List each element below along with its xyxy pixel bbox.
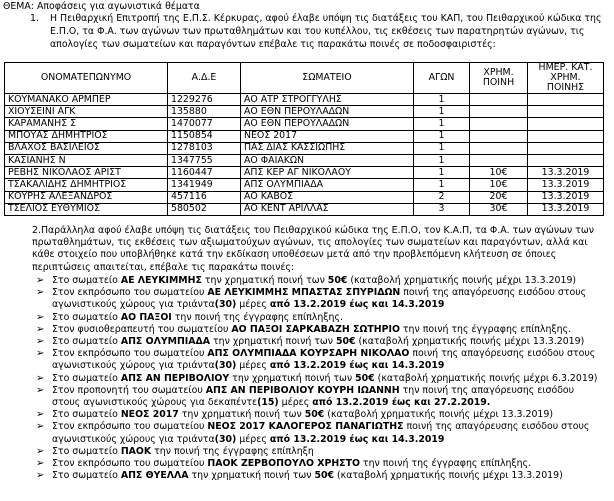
cell-name: ΚΑΡΑΜΑΝΗΣ Σ <box>5 118 168 130</box>
table-row <box>5 167 604 179</box>
item-emphasis: ΑΟ ΠΑΞΟΙ <box>120 311 172 323</box>
item-text: Στον φυσιοθεραπευτή του σωματείου <box>52 323 232 335</box>
item-text: (καταβολή χρηματικής ποινής μέχρι 13.3.2019) <box>347 275 577 286</box>
arrow-bullet-icon: ➢ <box>36 421 45 433</box>
header-fine-date: ΗΜΕΡ. ΚΑΤ. ΧΡΗΜ. ΠΟΙΝΗΣ <box>528 63 604 94</box>
item-emphasis: ΑΠΣ ΘΥΕΛΛΑ <box>120 470 189 482</box>
item-emphasis: 50€ <box>327 275 348 286</box>
cell-fine-date: 13.3.2019 <box>528 167 604 179</box>
cell-fine-date <box>528 154 604 166</box>
item-text: ποινή της απαγόρευσης εισόδου στους αγωνιστικούς χώρους για τριάντα <box>52 287 587 311</box>
arrow-bullet-icon: ➢ <box>36 275 45 286</box>
table-row <box>5 118 604 130</box>
cell-fine-date <box>528 118 604 130</box>
document-topic: ΘΕΜΑ: Αποφάσεις για αγωνιστικά θέματα <box>3 1 200 12</box>
header-fine: ΧΡΗΜ. ΠΟΙΝΗ <box>470 63 528 94</box>
cell-matches: 1 <box>414 179 470 191</box>
cell-club: ΑΟ ΕΘΝ ΠΕΡΟΥΛΑΔΩΝ <box>241 118 414 130</box>
cell-club: ΑΟ ΚΑΒΟΣ <box>241 191 414 203</box>
item-text: μέρες <box>236 299 270 311</box>
arrow-bullet-icon: ➢ <box>36 445 45 457</box>
cell-club: ΑΠΣ ΟΛΥΜΠΙΑΔΑ <box>241 179 414 191</box>
cell-matches: 1 <box>414 118 470 130</box>
item-emphasis: (15) <box>257 397 279 409</box>
cell-matches: 1 <box>414 154 470 166</box>
item-text: Στο σωματείο <box>52 372 121 384</box>
penalties-table <box>4 62 604 216</box>
item-emphasis: από 13.2.2019 έως και 27.2.2019. <box>312 397 491 409</box>
item-text: Στο σωματείο <box>52 445 121 457</box>
cell-matches: 1 <box>414 94 470 106</box>
list-item <box>36 409 602 421</box>
arrow-bullet-icon: ➢ <box>36 384 45 396</box>
cell-matches: 1 <box>414 130 470 142</box>
cell-matches: 2 <box>414 191 470 203</box>
penalty-list <box>36 275 602 482</box>
item-text: Στο σωματείο <box>52 470 121 482</box>
cell-fine: 20€ <box>470 191 528 203</box>
cell-name: ΧΙΟΥΣΕΙΝΙ ΑΓΚ <box>5 106 168 118</box>
item-emphasis: ΑΠΣ ΟΛΥΜΠΙΑΔΑ <box>120 336 211 348</box>
cell-fine-date: 13.3.2019 <box>528 179 604 191</box>
cell-club: ΑΟ ΦΑΙΑΚΩΝ <box>241 154 414 166</box>
table-row <box>5 142 604 154</box>
item-text: μέρες <box>278 397 313 409</box>
list-item <box>36 458 602 470</box>
item-emphasis: 50€ <box>314 470 335 482</box>
item-text: Στον εκπρόσωπο του σωματείου <box>52 287 208 299</box>
item-text: Στο σωματείο <box>52 311 121 323</box>
item-emphasis: (30) <box>214 299 237 311</box>
cell-matches: 1 <box>414 142 470 154</box>
list-item <box>36 373 602 385</box>
cell-name: ΚΟΥΜΑΝΑΚΟ ΑΡΜΠΕΡ <box>5 94 168 106</box>
cell-fine-date: 13.3.2019 <box>528 203 604 215</box>
arrow-bullet-icon: ➢ <box>36 372 45 384</box>
list-item <box>36 470 602 482</box>
list-item <box>36 287 602 311</box>
item-emphasis: (30) <box>214 433 237 445</box>
cell-fine-date <box>528 94 604 106</box>
cell-matches: 1 <box>414 167 470 179</box>
cell-fine <box>470 106 528 118</box>
cell-name: ΤΣΑΚΑΛΙΔΗΣ ΔΗΜΗΤΡΙΟΣ <box>5 179 168 191</box>
table-row <box>5 106 604 118</box>
item-text: την χρηματική ποινή των <box>210 336 336 348</box>
item-emphasis: (30) <box>214 360 237 372</box>
cell-ade: 457116 <box>168 191 241 203</box>
item-text: Στο σωματείο <box>52 336 121 348</box>
item-emphasis: ΝΕΟΣ 2017 ΚΑΛΟΓΕΡΟΣ ΠΑΝΑΓΙΩΤΗΣ <box>207 421 404 433</box>
item-emphasis: ΑΟ ΠΑΞΟΙ ΣΑΡΚΑΒΑΖΗ ΣΩΤΗΡΙΟ <box>231 323 400 335</box>
list-item <box>36 385 602 409</box>
arrow-bullet-icon: ➢ <box>36 311 45 323</box>
cell-fine <box>470 142 528 154</box>
item-emphasis: ΑΠΣ ΟΛΥΜΠΙΑΔΑ ΚΟΥΡΣΑΡΗ ΝΙΚΟΛΑΟ <box>207 348 410 360</box>
item-text: την ποινή της έγγραφης επίπληξης. <box>359 458 532 470</box>
item-text: την χρηματική ποινή των <box>188 470 315 482</box>
cell-fine-date: 13.3.2019 <box>528 191 604 203</box>
arrow-bullet-icon: ➢ <box>36 287 45 299</box>
item-text: την ποινή της έγγραφης επίπληξης. <box>171 311 343 323</box>
item-emphasis: από 13.2.2019 έως και 14.3.2019 <box>269 433 445 445</box>
item-emphasis: 50€ <box>304 409 325 421</box>
cell-club: ΑΟ ΑΤΡ ΣΤΡΟΓΓΥΛΗΣ <box>241 94 414 106</box>
item-text: (καταβολή χρηματικής ποινής μέχρι 13.3.2019) <box>324 409 554 421</box>
item-text: την χρηματική ποινή των <box>229 372 356 384</box>
arrow-bullet-icon: ➢ <box>36 409 45 421</box>
arrow-bullet-icon: ➢ <box>36 458 45 470</box>
item-emphasis: από 13.2.2019 έως και 14.3.2019 <box>269 299 445 311</box>
cell-fine-date <box>528 142 604 154</box>
list-item <box>36 446 602 458</box>
item-text: Στον εκπρόσωπο του σωματείου <box>52 458 208 470</box>
cell-name: ΚΟΥΡΗΣ ΑΛΕΞΑΝΔΡΟΣ <box>5 191 168 203</box>
item-emphasis: ΑΕ ΛΕΥΚΙΜΜΗΣ <box>120 275 202 286</box>
arrow-bullet-icon: ➢ <box>36 323 45 335</box>
cell-fine <box>470 130 528 142</box>
cell-fine: 10€ <box>470 179 528 191</box>
cell-fine-date <box>528 106 604 118</box>
cell-matches: 3 <box>414 203 470 215</box>
cell-ade: 1229276 <box>168 94 241 106</box>
item-text: (καταβολή χρηματικής ποινής μέχρι 13.3.2019) <box>334 470 563 482</box>
item-emphasis: 50€ <box>355 372 375 384</box>
item-text: Στον εκπρόσωπο του σωματείου <box>52 421 208 433</box>
item-text: Στο σωματείο <box>52 409 121 421</box>
cell-fine: 10€ <box>470 167 528 179</box>
cell-ade: 1150854 <box>168 130 241 142</box>
item-text: (καταβολή χρηματικής ποινής μέχρι 13.3.2019) <box>355 336 585 348</box>
header-matches: ΑΓΩΝ <box>414 63 470 94</box>
table-row <box>5 130 604 142</box>
item-emphasis: ΝΕΟΣ 2017 <box>120 409 179 421</box>
cell-ade: 1278103 <box>168 142 241 154</box>
item-text: ποινή της απαγόρευσης εισόδου στους αγωνιστικούς χώρους για τριάντα <box>52 421 590 445</box>
arrow-bullet-icon: ➢ <box>36 348 45 360</box>
table-header-row <box>5 63 604 94</box>
item-text: την ποινή της έγγραφης επίπληξης. <box>399 323 572 335</box>
cell-ade: 135880 <box>168 106 241 118</box>
paragraph-1-number: 1. <box>30 13 39 24</box>
item-emphasis: ΠΑΟΚ ΖΕΡΒΟΠΟΥΛΟ ΧΡΗΣΤΟ <box>207 458 360 470</box>
cell-fine <box>470 118 528 130</box>
cell-name: ΜΠΟΥΑΣ ΔΗΜΗΤΡΙΟΣ <box>5 130 168 142</box>
paragraph-1-text: Η Πειθαρχική Επιτροπή της Ε.Π.Σ. Κέρκυρας, αφού έλαβε υπόψη τις διατάξεις του ΚΑΠ, του Πειθαρχικού κώδικα της Ε.Π.Ο, τα Φ.Α. των αγώνων των πρωταθλημάτων και του κυπέλλου, τις εκθέσεις των παρατηρητών αγώνων, τις απολογίες των σωματείων και παραγόντων επέβαλε τις παρακάτω ποινές σε ποδοσφαιριστές: <box>50 13 602 50</box>
item-text: την ποινή της απαγόρευσης εισόδου στους αγωνιστικούς χώρους για δεκαπέντε <box>52 384 575 409</box>
item-emphasis: ΑΠΣ ΑΝ ΠΕΡΙΒΟΛΙΟΥ ΚΟΥΡΗ ΙΩΑΝΝΗ <box>205 384 400 396</box>
item-emphasis: ΠΑΟΚ <box>120 445 152 457</box>
header-ade: Α.Δ.Ε <box>168 63 241 94</box>
list-item <box>36 275 602 287</box>
item-text: Στον προπονητή του σωματείου <box>52 384 206 396</box>
header-name: ΟΝΟΜΑΤΕΠΩΝΥΜΟ <box>5 63 168 94</box>
cell-name: ΒΛΑΧΟΣ ΒΑΣΙΛΕΙΟΣ <box>5 142 168 154</box>
item-text: μέρες <box>236 360 270 372</box>
cell-club: ΝΕΟΣ 2017 <box>241 130 414 142</box>
list-item <box>36 421 602 445</box>
paragraph-2: 2.Παράλληλα αφού έλαβε υπόψη τις διατάξεις του Πειθαρχικού κώδικα της Ε.Π.Ο, τον Κ.Α.Π, τα Φ.Α. των αγώνων των πρωταθλημάτων, τις εκθέσεις των αξιωματούχων αγώνων, τις απολογίες των σωματείων και παραγόντων, αλλά και κάθε στοιχείο που υποβλήθηκε κατά την εκδίκαση υποθέσεων μετά από την προβλεπόμενη κλήτευση σε όποιες περιπτώσεις απαιτείται, επέβαλε τις παρακάτω ποινές: <box>32 225 594 273</box>
item-text: μέρες <box>236 433 270 445</box>
cell-name: ΡΕΒΗΣ ΝΙΚΟΛΑΟΣ ΑΡΙΣΤ <box>5 167 168 179</box>
table-row <box>5 203 604 215</box>
item-emphasis: ΑΠΣ ΑΝ ΠΕΡΙΒΟΛΙΟΥ <box>120 372 230 384</box>
arrow-bullet-icon: ➢ <box>36 336 45 348</box>
cell-ade: 1341949 <box>168 179 241 191</box>
cell-ade: 580502 <box>168 203 241 215</box>
item-text: την ποινή της έγγραφης επίπληξη <box>151 445 314 457</box>
item-text: την χρηματική ποινή των <box>201 275 328 286</box>
list-item <box>36 324 602 336</box>
item-text: Στο σωματείο <box>52 275 121 286</box>
cell-club: ΑΟ ΕΘΝ ΠΕΡΟΥΛΑΔΩΝ <box>241 106 414 118</box>
table-row <box>5 94 604 106</box>
table-row <box>5 154 604 166</box>
cell-name: ΤΣΕΛΙΟΣ ΕΥΘΥΜΙΟΣ <box>5 203 168 215</box>
list-item <box>36 336 602 348</box>
cell-club: ΑΠΣ ΚΕΡ ΑΓ ΝΙΚΟΛΑΟΥ <box>241 167 414 179</box>
item-text: την χρηματική ποινή των <box>178 409 305 421</box>
cell-name: ΚΑΣΙΑΝΗΣ Ν <box>5 154 168 166</box>
cell-club: ΑΟ ΚΕΝΤ ΑΡΙΛΛΑΣ <box>241 203 414 215</box>
list-item <box>36 312 602 324</box>
table-row <box>5 191 604 203</box>
cell-fine <box>470 154 528 166</box>
item-emphasis: από 13.2.2019 έως και 14.3.2019 <box>269 360 445 372</box>
cell-club: ΠΑΣ ΔΙΑΣ ΚΑΣΣΙΩΠΗΣ <box>241 142 414 154</box>
cell-fine-date <box>528 130 604 142</box>
item-text: (καταβολή χρηματικής ποινής μέχρι 6.3.2019) <box>374 372 598 384</box>
item-text: ποινή της απαγόρευσης εισόδου στους αγωνιστικούς χώρους για τριάντα <box>52 348 596 372</box>
cell-ade: 1347755 <box>168 154 241 166</box>
item-emphasis: ΑΕ ΛΕΥΚΙΜΜΗΣ ΜΠΑΣΤΑΣ ΣΠΥΡΙΔΩΝ <box>207 287 401 299</box>
arrow-bullet-icon: ➢ <box>36 470 45 482</box>
cell-fine: 30€ <box>470 203 528 215</box>
cell-ade: 1160447 <box>168 167 241 179</box>
cell-ade: 1470077 <box>168 118 241 130</box>
list-item <box>36 348 602 372</box>
header-club: ΣΩΜΑΤΕΙΟ <box>241 63 414 94</box>
cell-fine <box>470 94 528 106</box>
table-row <box>5 179 604 191</box>
paragraph-1 <box>32 12 607 51</box>
cell-matches: 1 <box>414 106 470 118</box>
item-text: Στον εκπρόσωπο του σωματείου <box>52 348 208 360</box>
item-emphasis: 50€ <box>335 336 356 348</box>
